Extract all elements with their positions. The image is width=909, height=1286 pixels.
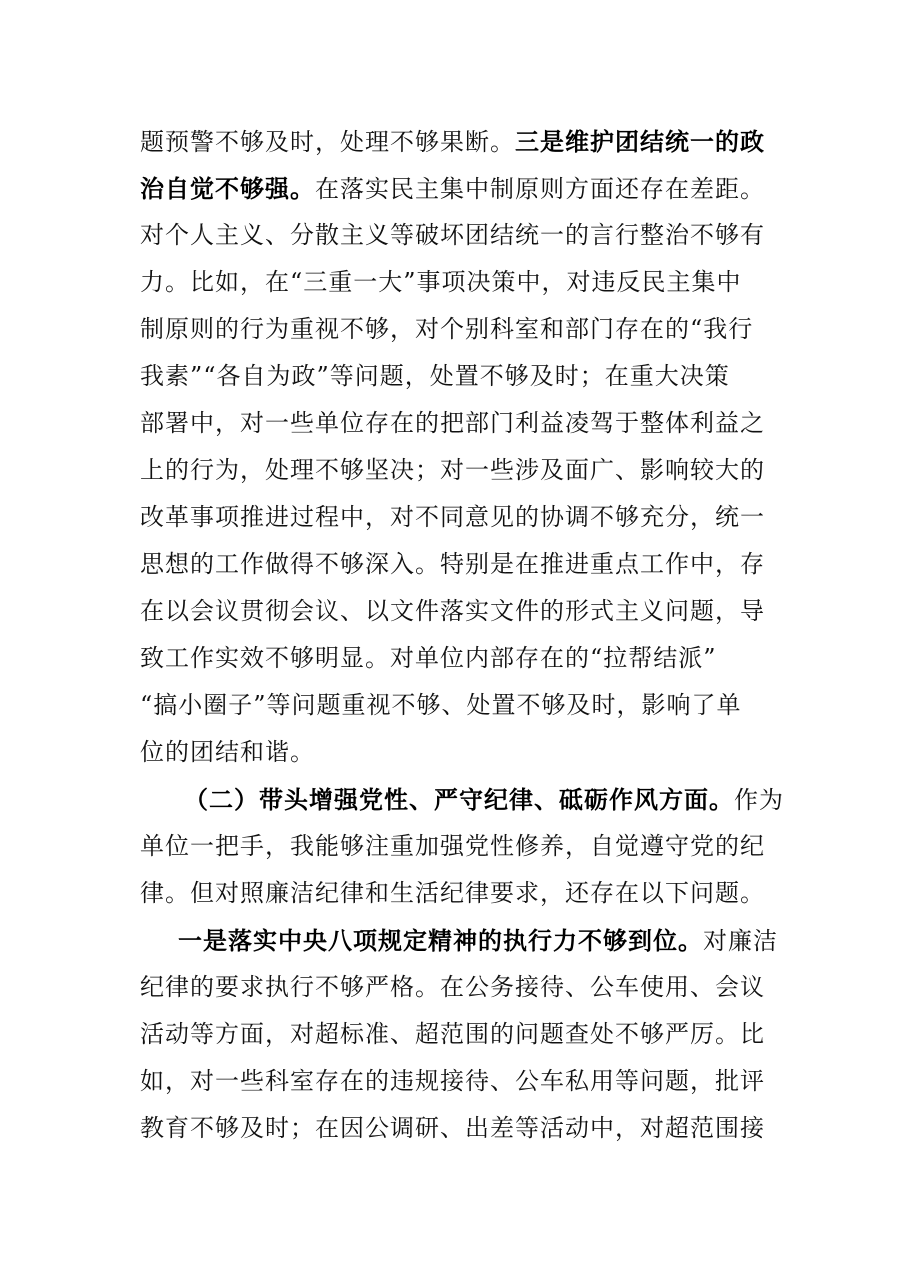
section-heading: （二）带头增强党性、严守纪律、砥砺作风方面。 [184, 785, 734, 814]
text-run: 作为 [734, 786, 784, 814]
text-line: 如，对一些科室存在的违规接待、公车私用等问题，批评 [140, 1067, 765, 1095]
document-body [140, 118, 784, 1152]
text-line: 改革事项推进过程中，对不同意见的协调不够充分，统一 [140, 503, 765, 531]
section-heading-line [140, 776, 784, 823]
text-line: 位的团结和谐。 [140, 738, 315, 766]
text-line [140, 165, 765, 212]
text-line: 部署中，对一些单位存在的把部门利益凌驾于整体利益之 [140, 409, 765, 437]
text-line: 活动等方面，对超标准、超范围的问题查处不够严厉。比 [140, 1020, 765, 1048]
text-line: “搞小圈子”等问题重视不够、处置不够及时，影响了单 [140, 691, 742, 719]
text-line: 在以会议贯彻会议、以文件落实文件的形式主义问题，导 [140, 597, 765, 625]
text-line [140, 118, 765, 165]
bold-heading-run: 治自觉不够强。 [140, 174, 315, 203]
text-line: 纪律的要求执行不够严格。在公务接待、公车使用、会议 [140, 973, 765, 1001]
text-line: 力。比如，在“三重一大”事项决策中，对违反民主集中 [140, 268, 742, 296]
text-run: 在落实民主集中制原则方面还存在差距。 [315, 175, 765, 203]
text-line: 对个人主义、分散主义等破坏团结统一的言行整治不够有 [140, 221, 765, 249]
subsection-heading-line [140, 917, 778, 964]
text-line: 制原则的行为重视不够，对个别科室和部门存在的“我行 [140, 315, 754, 343]
subsection-heading: 一是落实中央八项规定精神的执行力不够到位。 [178, 926, 703, 955]
bold-heading-run: 三是维护团结统一的政 [515, 127, 765, 156]
text-line: 单位一把手，我能够注重加强党性修养，自觉遵守党的纪 [140, 832, 765, 860]
text-run: 题预警不够及时，处理不够果断。 [140, 128, 515, 156]
text-line: 律。但对照廉洁纪律和生活纪律要求，还存在以下问题。 [140, 879, 765, 907]
text-line: 致工作实效不够明显。对单位内部存在的“拉帮结派” [140, 644, 717, 672]
text-line: 教育不够及时；在因公调研、出差等活动中，对超范围接 [140, 1114, 765, 1142]
text-line: 我素”“各自为政”等问题，处置不够及时；在重大决策 [140, 362, 730, 390]
text-line: 上的行为，处理不够坚决；对一些涉及面广、影响较大的 [140, 456, 765, 484]
text-run: 对廉洁 [703, 927, 778, 955]
text-line: 思想的工作做得不够深入。特别是在推进重点工作中，存 [140, 550, 765, 578]
